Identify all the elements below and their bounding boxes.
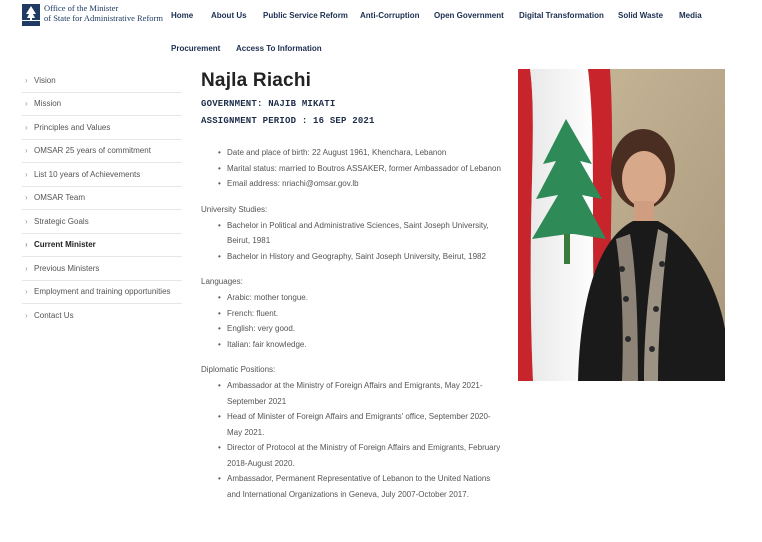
sidebar-item-label: OMSAR 25 years of commitment xyxy=(34,146,151,156)
list-item: • Ambassador, Permanent Representative of Lebanon to the United Nations and International Organizations in Geneva, July 2007-October 2017. xyxy=(218,471,501,502)
list-item: • Ambassador at the Ministry of Foreign Affairs and Emigrants, May 2021-September 2021 xyxy=(218,378,501,409)
nav-open-government[interactable]: Open Government xyxy=(434,11,504,20)
chevron-right-icon: › xyxy=(25,99,28,109)
nav-solid-waste[interactable]: Solid Waste xyxy=(618,11,664,20)
chevron-right-icon: › xyxy=(25,169,28,179)
nav-anti-corruption[interactable]: Anti-Corruption xyxy=(360,11,420,20)
sidebar-item-contact[interactable] xyxy=(22,304,182,328)
chevron-right-icon: › xyxy=(25,75,28,85)
sidebar-item-label: OMSAR Team xyxy=(34,193,85,203)
nav-digital-transformation[interactable]: Digital Transformation xyxy=(519,11,604,20)
omsar-logo[interactable] xyxy=(22,3,182,33)
sidebar-item-label: Mission xyxy=(34,99,62,109)
sidebar-item-team[interactable] xyxy=(22,187,182,211)
list-item: • French: fluent. xyxy=(218,306,501,322)
languages-list xyxy=(218,290,501,352)
omsar-logo-icon xyxy=(22,4,40,26)
personal-info-list xyxy=(218,145,501,192)
studies-list xyxy=(218,218,501,265)
list-item: • English: very good. xyxy=(218,321,501,337)
sidebar-item-label: Previous Ministers xyxy=(34,263,100,273)
chevron-right-icon: › xyxy=(25,216,28,226)
chevron-right-icon: › xyxy=(25,240,28,250)
nav-access-to-information[interactable]: Access To Information xyxy=(236,44,322,53)
government-label: GOVERNMENT: NAJIB MIKATI xyxy=(201,99,336,109)
sidebar-item-label: Strategic Goals xyxy=(34,216,89,226)
chevron-right-icon: › xyxy=(25,146,28,156)
assignment-period: ASSIGNMENT PERIOD : 16 SEP 2021 xyxy=(201,116,375,126)
sidebar-item-25-years[interactable] xyxy=(22,140,182,164)
diplomatic-list xyxy=(218,378,501,502)
sidebar-item-principles[interactable] xyxy=(22,116,182,140)
list-item: • Head of Minister of Foreign Affairs and Emigrants' office, September 2020-May 2021. xyxy=(218,409,501,440)
diplomatic-heading: Diplomatic Positions: xyxy=(201,365,276,374)
nav-media[interactable]: Media xyxy=(679,11,702,20)
minister-portrait-image xyxy=(518,69,725,381)
list-item: • Italian: fair knowledge. xyxy=(218,337,501,353)
sidebar-item-employment[interactable] xyxy=(22,281,182,305)
nav-home[interactable]: Home xyxy=(171,11,194,20)
nav-about-us[interactable]: About Us xyxy=(211,11,247,20)
sidebar-item-achievements[interactable] xyxy=(22,163,182,187)
logo-title-line2: of State for Administrative Reform xyxy=(44,13,163,23)
sidebar-item-label: Contact Us xyxy=(34,311,74,321)
logo-title-line1: Office of the Minister xyxy=(44,3,119,13)
sidebar-item-label: List 10 years of Achievements xyxy=(34,169,141,179)
list-item: • Arabic: mother tongue. xyxy=(218,290,501,306)
sidebar-item-label: Employment and training opportunities xyxy=(34,287,171,297)
sidebar-item-current-minister[interactable] xyxy=(22,234,182,258)
sidebar-item-vision[interactable] xyxy=(22,69,182,93)
chevron-right-icon: › xyxy=(25,193,28,203)
list-item: • Email address: nriachi@omsar.gov.lb xyxy=(218,176,501,192)
list-item: • Director of Protocol at the Ministry of Foreign Affairs and Emigrants, February 2018-August 2020. xyxy=(218,440,501,471)
list-item: • Bachelor in Political and Administrative Sciences, Saint Joseph University, Beirut, 1981 xyxy=(218,218,501,249)
sidebar-item-mission[interactable] xyxy=(22,93,182,117)
sidebar-item-label: Vision xyxy=(34,75,56,85)
chevron-right-icon: › xyxy=(25,287,28,297)
sidebar-item-label: Current Minister xyxy=(34,240,96,250)
minister-profile xyxy=(201,70,501,515)
studies-heading: University Studies: xyxy=(201,204,268,214)
chevron-right-icon: › xyxy=(25,122,28,132)
nav-public-service-reform[interactable]: Public Service Reform xyxy=(263,11,348,20)
chevron-right-icon: › xyxy=(25,263,28,273)
nav-procurement[interactable]: Procurement xyxy=(171,44,221,53)
languages-heading: Languages: xyxy=(201,277,243,286)
chevron-right-icon: › xyxy=(25,311,28,321)
sidebar-item-strategic-goals[interactable] xyxy=(22,210,182,234)
list-item: • Date and place of birth: 22 August 1961, Khenchara, Lebanon xyxy=(218,145,501,161)
list-item: • Bachelor in History and Geography, Saint Joseph University, Beirut, 1982 xyxy=(218,249,501,265)
sidebar-item-label: Principles and Values xyxy=(34,122,111,132)
sidebar-menu xyxy=(22,69,182,328)
sidebar-item-previous-ministers[interactable] xyxy=(22,257,182,281)
page-title: Najla Riachi xyxy=(201,70,312,91)
list-item: • Marital status: married to Boutros ASSAKER, former Ambassador of Lebanon xyxy=(218,161,501,177)
